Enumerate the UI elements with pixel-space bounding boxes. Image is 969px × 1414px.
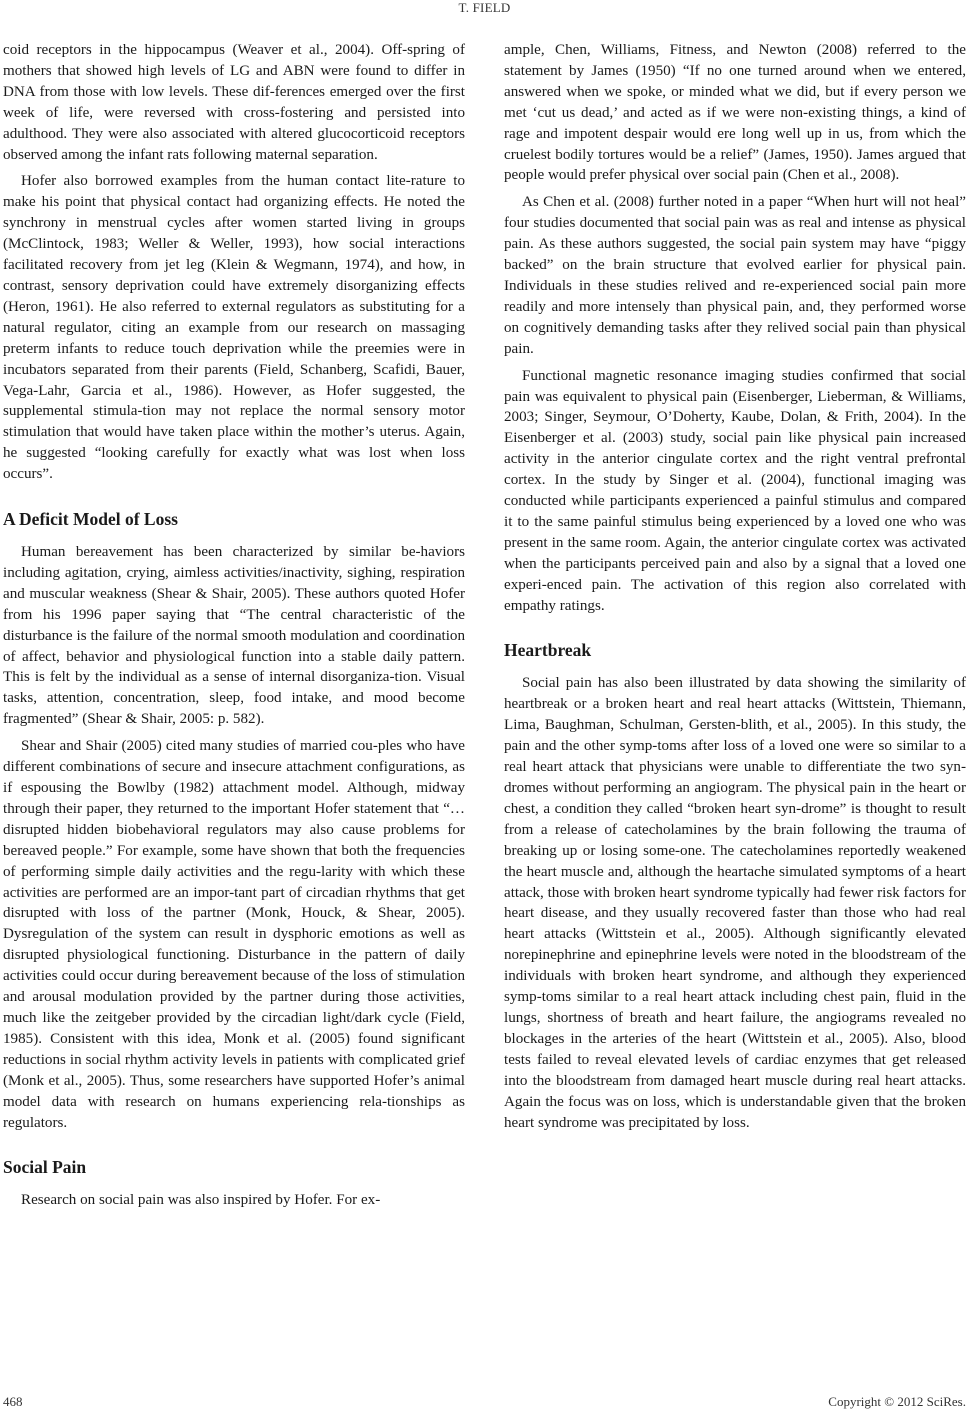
paragraph: Hofer also borrowed examples from the human contact lite-rature to make his point that physical contact had organizing effects. He noted the synchrony in menstrual cycles after women started living in groups (McClintock, 1983; Weller & Weller, 1993), how social interactions facilitated recovery from jet leg (Klein & Wegmann, 1974), and how, in contrast, sensory deprivation could have extremely disorganizing effects (Heron, 1961). He also referred to external regulators as substituting for a natural regulator, citing an example from our research on massaging preterm infants to reduce touch deprivation while the preemies were in incubators separated from their parents (Field, Schanberg, Scafidi, Bauer, Vega-Lahr, Garcia et al., 1986). However, as Hofer suggested, the supplemental stimula-tion may not replace the normal sensory motor stimulation that would have taken place within the mother’s uterus. Again, he suggested “looking carefully for exactly what was lost when loss occurs”. bbox=[3, 173, 465, 483]
section-heading: Social Pain bbox=[3, 1157, 87, 1178]
paragraph: Shear and Shair (2005) cited many studies of married cou-ples who have different combinations of secure and insecure attachment configurations, as if espousing the Bowlby (1982) attachment model. Although, midway through their paper, they returned to the important Hofer statement that “…disrupted hidden biobehavioral regulators may also cause problems for bereaved people.” For example, some have shown that both the frequencies of performing simple daily activities and the regu-larity with which these activities are performed are an impor-tant part of circadian rhythms that get disrupted with loss of the partner (Monk, Houck, & Shear, 2005). Dysregulation of the system can result in dysphoric emotions as well as disrupted physiological functioning. Disturbance in the pattern of daily activities could occur during bereavement because of the loss of stimulation and arousal modulation provided by the partner during those activities, much like the zeitgeber provided by the circadian light/dark cycle (Field, 1985). Consistent with this idea, Monk et al. (2005) found significant reductions in social rhythm activity levels in patients with complicated grief (Monk et al., 2005). Thus, some researchers have supported Hofer’s animal model data with research on humans experiencing rela-tionships as regulators. bbox=[3, 738, 465, 1131]
paragraph: Research on social pain was also inspired by Hofer. For ex- bbox=[21, 1192, 381, 1209]
copyright-notice: Copyright © 2012 SciRes. bbox=[828, 1394, 966, 1409]
section-heading: A Deficit Model of Loss bbox=[3, 509, 178, 530]
paragraph: Social pain has also been illustrated by data showing the similarity of heartbreak or a broken heart and real heart attacks (Wittstein, Thiemann, Lima, Baughman, Schulman, Gersten-blith, et al., 2005). In this study, the pain and the other symp-toms after loss of a loved one were so similar to a real heart attack that physicians were unable to differentiate the two syn-dromes without performing an angiogram. The physical pain in the heart or chest, a condition they called “broken heart syn-drome” is thought to result from a release of catecholamines by the brain following the trauma of breaking up or losing some-one. The catecholamines reportedly weakened the heart muscle and, although the heartache simulated symptoms of a heart attack, those with broken heart syndrome typically had fewer risk factors for heart disease, and they usually recovered faster than those who had real heart attacks (Wittstein et al., 2005). Although significantly elevated norepinephrine and epinephrine levels were noted in the bloodstream of the individuals with broken heart syndrome, and although they experienced symp-toms similar to a real heart attack including chest pain, fluid in the lungs, shortness of breath and heart failure, the angiograms revealed no blockages in the arteries of the heart (Wittstein et al., 2005). Also, blood tests failed to reveal elevated levels of cardiac enzymes that get released into the bloodstream from damaged heart muscle during real heart attacks. Again the focus was on loss, which is understandable given that the broken heart syndrome was precipitated by loss. bbox=[504, 675, 966, 1131]
paragraph: Functional magnetic resonance imaging studies confirmed that social pain was equivalent to physical pain (Eisenberger, Lieberman, & Williams, 2003; Singer, Seymour, O’Doherty, Kaube, Dolan, & Frith, 2004). In the Eisenberger et al. (2003) study, social pain like physical pain increased activity in the anterior cingulate cortex and the right ventral prefrontal cortex. In the study by Singer et al. (2004), functional imaging was conducted while participants experienced a painful stimulus and compared it to the same painful stimulus being experienced by a loved one who was present in the same room. Again, the anterior cingulate cortex was activated when the participants perceived pain and also by a signal that a loved one experi-enced pain. The activation of this region also correlated with empathy ratings. bbox=[504, 367, 966, 614]
section-heading: Heartbreak bbox=[504, 640, 592, 661]
left-column bbox=[3, 40, 465, 1211]
running-header: T. FIELD bbox=[458, 0, 511, 15]
right-column bbox=[504, 40, 966, 1133]
page-number: 468 bbox=[3, 1394, 23, 1409]
paragraph: ample, Chen, Williams, Fitness, and Newton (2008) referred to the statement by James (1950) “If no one turned around when we entered, answered when we spoke, or minded what we did, but if every person we met ‘cut us dead,’ and acted as if we were non-existing things, a kind of rage and impotent despair would ere long well up in us, from which the cruelest bodily tortures would be a relief” (James, 1950). James argued that people would prefer physical over social pain (Chen et al., 2008). bbox=[504, 42, 966, 184]
paragraph: coid receptors in the hippocampus (Weaver et al., 2004). Off-spring of mothers that showed high levels of LG and ABN were found to differ in DNA from those with low levels. These dif-ferences emerged over the first week of life, were reversed with cross-fostering and persisted into adulthood. They were also associated with altered glucocorticoid receptors observed among the infant rats following maternal separation. bbox=[3, 42, 465, 163]
paragraph: As Chen et al. (2008) further noted in a paper “When hurt will not heal” four studies documented that social pain was as real and intense as physical pain. As these authors suggested, the social pain system may have “piggy backed” on the brain structure that evolved earlier for physical pain. Individuals in these studies relived and re-experienced social pain more readily and more intensely than physical pain, and, they performed worse on cognitively demanding tasks after they relived social pain than physical pain. bbox=[504, 194, 966, 357]
paragraph: Human bereavement has been characterized by similar be-haviors including agitation, crying, aimless activities/inactivity, sighing, respiration and muscular weakness (Shear & Shair, 2005). These authors quoted Hofer from his 1996 paper saying that “The central characteristic of the disturbance is the failure of the normal smooth modulation and coordination of affect, behavior and physiological function into a stable daily pattern. This is felt by the individual as a sense of internal disorganiza-tion. Visual tasks, attention, concentration, sleep, food intake, and mood become fragmented” (Shear & Shair, 2005: p. 582). bbox=[3, 544, 465, 728]
